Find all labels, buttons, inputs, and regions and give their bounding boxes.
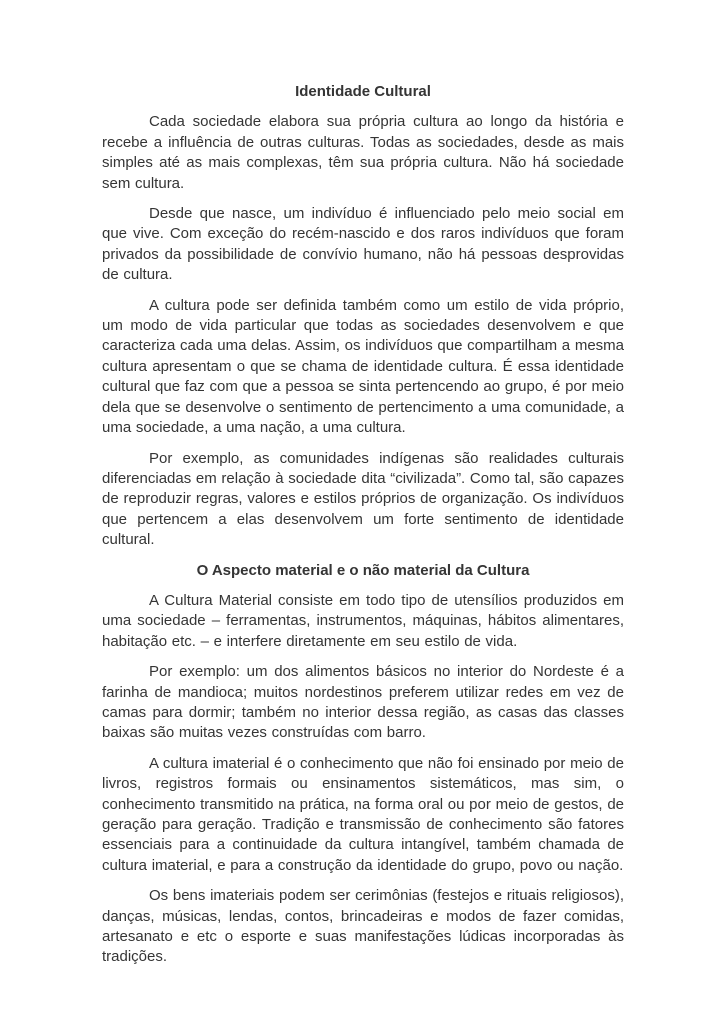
paragraph-immaterial-culture: A cultura imaterial é o conhecimento que não foi ensinado por meio de livros, registros formais ou ensinamentos sistemáticos, mas sim, o conhecimento transmitido na prática, na forma oral ou por meio de gestos, de geração para geração. Tradição e transmissão de conhecimento são fatores essenciais para a continuidade da cultura intangível, também chamada de cultura imaterial, e para a construção da identidade do grupo, povo ou nação. (102, 754, 624, 874)
paragraph-individual-influenced: Desde que nasce, um indivíduo é influenciado pelo meio social em que vive. Com exceção do recém-nascido e dos raros indivíduos que foram privados da possibilidade de convívio humano, não há pessoas desprovidas de cultura. (102, 205, 624, 284)
paragraph-northeast-example: Por exemplo: um dos alimentos básicos no interior do Nordeste é a farinha de mandioca; muitos nordestinos preferem utilizar redes em vez de camas para dormir; também no interior dessa região, as casas das classes baixas são muitas vezes construídas com barro. (102, 663, 624, 742)
paragraph-society-creates-culture: Cada sociedade elabora sua própria cultura ao longo da história e recebe a influência de outras culturas. Todas as sociedades, desde as mais simples até as mais complexas, têm sua própria cultura. Não há sociedade sem cultura. (102, 113, 624, 192)
section-heading-material-aspect: O Aspecto material e o não material da Cultura (196, 561, 530, 579)
paragraph-indigenous-communities: Por exemplo, as comunidades indígenas são realidades culturais diferenciadas em relação à sociedade dita “civilizada”. Como tal, são capazes de reproduzir regras, valores e estilos próprios de organização. Os indivíduos que pertencem a elas desenvolvem um forte sentimento de identidade cultural. (102, 449, 624, 549)
paragraph-material-culture: A Cultura Material consiste em todo tipo de utensílios produzidos em uma sociedade – ferramentas, instrumentos, máquinas, hábitos alimentares, habitação etc. – e interfere diretamente em seu estilo de vida. (102, 591, 624, 650)
paragraph-immaterial-goods: Os bens imateriais podem ser cerimônias (festejos e rituais religiosos), danças, músicas, lendas, contos, brincadeiras e modos de fazer comidas, artesanato e etc o esporte e suas manifestações lúdicas incorporadas às tradições. (102, 887, 624, 966)
paragraph-culture-lifestyle-identity: A cultura pode ser definida também como um estilo de vida próprio, um modo de vida particular que todas as sociedades desenvolvem e que caracteriza cada uma delas. Assim, os indivíduos que compartilham a mesma cultura apresentam o que se chama de identidade cultura. É essa identidade cultural que faz com que a pessoa se sinta pertencendo ao grupo, é por meio dela que se desenvolve o sentimento de pertencimento a uma comunidade, a uma sociedade, a uma nação, a uma cultura. (102, 296, 624, 437)
document-title: Identidade Cultural (295, 83, 431, 100)
